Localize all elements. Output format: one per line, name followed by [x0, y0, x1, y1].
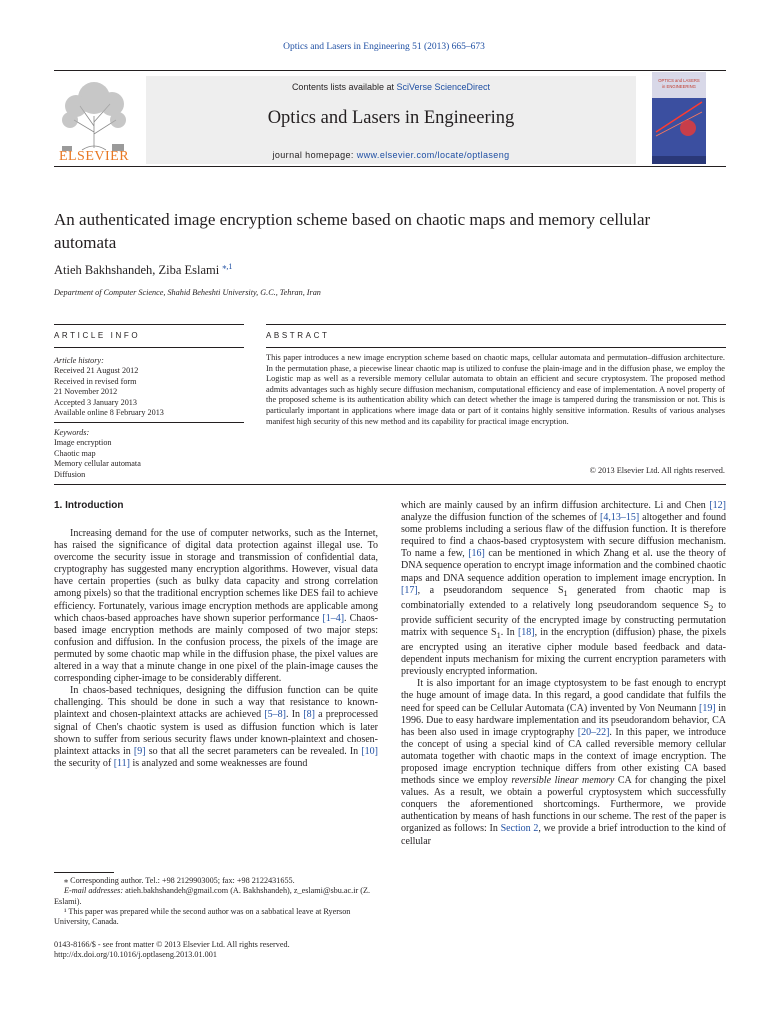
article-title: An authenticated image encryption scheme based on chaotic maps and memory cellular automata	[54, 210, 651, 252]
masthead-top-rule	[54, 70, 726, 71]
citation-link[interactable]: [18]	[517, 626, 535, 638]
article-history	[54, 356, 244, 418]
history-item: 21 November 2012	[54, 387, 118, 397]
keywords-rule	[54, 422, 244, 423]
abstract-rule	[266, 324, 726, 325]
paragraph: It is also important for an image ctyptosystem to be fast enough to encrypt the huge amount of image data. In this regard, a good candidate that fulfils the need for speed can be Cellular Automata (CA) invented by Von Neumann [19] in 1996. Due to easy hardware implementation and its pseudorandom behavior, CA has been also used in image cryptography [20–22]. In this paper, we introduce the concept of using a special kind of CA called reversible memory cellular automata together with chaotic maps in the context of image encryption. The proposed image encryption technique differs from other existing CA based methods since we employ reversible linear memory CA for changing the pixel values. As a result, we obtain a powerful cryptosystem which successfully conquers the aforementioned shortcomings. Furthermore, we provide authentication by means of hash functions in our scheme. The rest of the paper is organized as follows: In Section 2, we provide a brief introduction to the kind of cellular	[401, 678, 727, 847]
history-item: Available online 8 February 2013	[54, 408, 164, 418]
keyword-list	[54, 428, 244, 480]
article-info-subrule	[54, 347, 244, 348]
keyword-item: Diffusion	[54, 469, 86, 479]
subscript: 1	[496, 630, 501, 640]
keyword-item: Memory cellular automata	[54, 459, 141, 469]
contents-prefix: Contents lists available at	[291, 82, 397, 92]
journal-masthead	[54, 70, 726, 168]
publisher-name: ELSEVIER	[58, 149, 130, 164]
author-footnote-marks[interactable]: ⁎,1	[222, 262, 233, 271]
history-item: Received in revised form	[54, 376, 137, 386]
abstract-text: This paper introduces a new image encryption scheme based on chaotic maps, cellular automata and permutation–diffusion architecture. In the permutation phase, a piecewise linear chaotic map is utilized to confuse the plain-image and in the diffusion phase, we employ the Logistic map as well as a reversible memory cellular automata to obtain an efficient and secure cryptosystem. The proposed method admits advantages such as highly secure diffusion mechanism, computational efficiency and ease of implementation. A novel property of the proposed scheme is its authentication ability which can detect whether the image is tampered during the transmission or not. This is particularly important in applications where image data or part of it contains highly sensitive information. Results of various analyses manifest high security of this new method and its capability for practical image encryption.	[266, 353, 725, 426]
author-list	[54, 262, 232, 278]
paragraph: In chaos-based techniques, designing the diffusion function can be quite challenging. This should be done in such a way that resistance to known-plaintext and chosen-plaintext attacks are achieved [5–8]. In [8] a preprocessed signal of Chen's chaotic system is used as diffusion function which is later shown to suffer from serious security flaws under known-plaintext and chosen-plaintext attacks in [9] so that all the secret parameters can be revealed. In [10] the security of [11] is analyzed and some weaknesses are found	[54, 685, 378, 769]
citation-link[interactable]: [19]	[698, 702, 716, 714]
homepage-prefix: journal homepage:	[272, 150, 357, 160]
history-item: Accepted 3 January 2013	[54, 397, 137, 407]
section-link[interactable]: Section 2	[500, 823, 539, 835]
footnote-1: ¹ This paper was prepared while the second author was on a sabbatical leave at Ryerson University, Canada.	[54, 906, 351, 927]
abstract-end-rule	[54, 484, 726, 485]
citation-link[interactable]: [5–8]	[264, 709, 286, 721]
journal-cover-thumbnail[interactable]	[652, 72, 706, 164]
citation-link[interactable]: [17]	[401, 584, 418, 596]
abstract-subrule	[266, 347, 726, 348]
article-info-heading: ARTICLE INFO	[54, 331, 141, 340]
body-column-right	[401, 500, 726, 848]
homepage-line	[146, 150, 636, 160]
footnote-corresponding: ⁎ Corresponding author. Tel.: +98 2129903005; fax: +98 2122431655.	[64, 876, 295, 885]
doi-link[interactable]: http://dx.doi.org/10.1016/j.optlaseng.2013.01.001	[54, 950, 217, 960]
journal-title: Optics and Lasers in Engineering	[267, 108, 515, 128]
keywords-label: Keywords:	[54, 428, 90, 437]
citation-link[interactable]: [16]	[468, 548, 485, 560]
citation-link[interactable]: [20–22]	[577, 726, 610, 738]
homepage-link[interactable]: www.elsevier.com/locate/optlaseng	[356, 150, 510, 160]
front-matter	[54, 940, 378, 961]
footnotes	[54, 876, 378, 927]
body-column-left	[54, 528, 378, 770]
citation-link[interactable]: [1–4]	[322, 612, 345, 624]
keyword-item: Chaotic map	[54, 448, 96, 458]
issn-line: 0143-8166/$ - see front matter © 2013 Elsevier Ltd. All rights reserved.	[54, 940, 290, 949]
contents-line	[146, 82, 636, 92]
history-item: Received 21 August 2012	[54, 366, 139, 376]
footnote-rule	[54, 872, 114, 873]
paragraph: Increasing demand for the use of computer networks, such as the Internet, has raised the significance of digital data protection against illegal use. To overcome the security issue in storage and transmission of confidential data, cryptography has suggested many encryption algorithms. However, visual data have certain properties (such as bulky data capacity and strong correlation among pixels) so that the traditional encryption schemes like DES fail to achieve efficiency. Fortunately, various image encryption methods are applicable among which chaos-based approaches have shown superior performance [1–4]. Chaos-based image encryption methods are mainly composed of two major steps: confusion and diffusion. In the confusion process, the pixels of the image are permuted by some chaotic map while in the diffusion phase, the pixel values are altered in a way that a minute change in one pixel of the plain-image causes the corresponding cipher-image to be considerably different.	[54, 528, 378, 685]
cover-title-line: in ENGINEERING	[662, 84, 696, 89]
abstract-heading: ABSTRACT	[266, 331, 330, 340]
subscript: 2	[709, 603, 714, 613]
keyword-item: Image encryption	[54, 438, 112, 448]
paragraph: which are mainly caused by an infirm diffusion architecture. Li and Chen [12] analyze the diffusion function of the schemes of [4,13–15] altogether and found some problems including a serious flaw of the diffusion function. It is therefore required to find a chaos-based cryptosystem with secure diffusion mechanism. To name a few, [16] can be mentioned in which Zhang et al. use the theory of DNA sequence operation to encrypt image information and the combined chaotic maps and DNA sequence addition operation to implement image encryption. In [17], a pseudorandom sequence $S_1$ generated from chaotic map is combinatorially extended to a relatively long pseudorandom sequence $S_2$ to provide sufficient security of the encrypted image by constructing permutation matrix with sequence $S_1$. In [18], in the encryption (diffusion) phase, the pixels are encrypted using an iterative cipher module based feedback and data-dependent inputs mechanism for mixing the current encryption parameters with previously encrypted information.	[401, 500, 727, 678]
author-names: Atieh Bakhshandeh, Ziba Eslami	[54, 263, 220, 278]
history-label: Article history:	[54, 356, 104, 365]
citation-link[interactable]: [4,13–15]	[599, 512, 640, 524]
masthead-panel	[146, 76, 636, 164]
abstract-copyright: © 2013 Elsevier Ltd. All rights reserved.	[589, 466, 725, 475]
section-heading-introduction: 1. Introduction	[54, 500, 124, 511]
author-affiliation: Department of Computer Science, Shahid Beheshti University, G.C., Tehran, Iran	[54, 288, 321, 297]
subscript: 1	[563, 588, 568, 598]
journal-reference[interactable]: Optics and Lasers in Engineering 51 (2013) 665–673	[283, 42, 485, 52]
cover-title-line: OPTICS and LASERS	[658, 78, 700, 83]
sciencedirect-link[interactable]: SciVerse ScienceDirect	[396, 82, 491, 92]
email-addresses[interactable]: atieh.bakhshandeh@gmail.com (A. Bakhshandeh), z_eslami@sbu.ac.ir (Z. Eslami).	[54, 886, 371, 906]
citation-link[interactable]: [11]	[113, 757, 130, 769]
footnote-emails	[54, 886, 378, 907]
citation-link[interactable]: [10]	[361, 745, 378, 757]
email-label: E-mail addresses:	[64, 886, 124, 896]
citation-link[interactable]: [9]	[133, 745, 146, 757]
citation-link[interactable]: [12]	[709, 500, 726, 511]
emphasis: reversible linear memory	[511, 775, 615, 787]
citation-link[interactable]: [8]	[303, 709, 315, 721]
article-info-rule	[54, 324, 244, 325]
masthead-bottom-rule	[54, 166, 726, 167]
